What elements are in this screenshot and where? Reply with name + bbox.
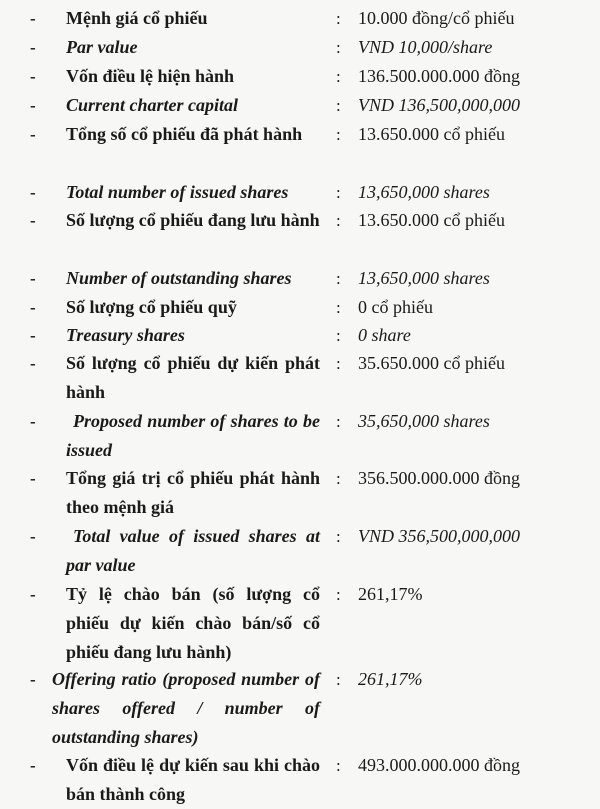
bullet: - bbox=[30, 125, 36, 144]
separator: : bbox=[336, 183, 341, 202]
item-value: 13,650,000 shares bbox=[358, 268, 490, 288]
item-label: Số lượng cổ phiếu quỹ bbox=[66, 297, 237, 317]
item-label: Par value bbox=[66, 37, 138, 57]
item-label: Số lượng cổ phiếu dự kiến phát hành bbox=[66, 353, 320, 402]
separator: : bbox=[336, 211, 341, 230]
item-value: 0 share bbox=[358, 325, 411, 345]
separator: : bbox=[336, 269, 341, 288]
item-value: 13.650.000 cổ phiếu bbox=[358, 210, 505, 230]
bullet: - bbox=[30, 326, 36, 345]
separator: : bbox=[336, 670, 341, 689]
separator: : bbox=[336, 125, 341, 144]
separator: : bbox=[336, 527, 341, 546]
item-label: Number of outstanding shares bbox=[66, 268, 292, 288]
item-value: 136.500.000.000 đồng bbox=[358, 66, 520, 86]
separator: : bbox=[336, 67, 341, 86]
bullet: - bbox=[30, 670, 36, 689]
item-value: 261,17% bbox=[358, 669, 423, 689]
bullet: - bbox=[30, 67, 36, 86]
bullet: - bbox=[30, 469, 36, 488]
separator: : bbox=[336, 326, 341, 345]
item-label: Offering ratio (proposed number of shares offered / number of outstanding shares) bbox=[52, 669, 320, 747]
bullet: - bbox=[30, 527, 36, 546]
separator: : bbox=[336, 756, 341, 775]
item-label: Vốn điều lệ dự kiến sau khi chào bán thành công bbox=[66, 755, 320, 804]
bullet: - bbox=[30, 756, 36, 775]
separator: : bbox=[336, 585, 341, 604]
bullet: - bbox=[30, 96, 36, 115]
bullet: - bbox=[30, 354, 36, 373]
item-label: Vốn điều lệ hiện hành bbox=[66, 66, 235, 86]
bullet: - bbox=[30, 269, 36, 288]
item-value: 493.000.000.000 đồng bbox=[358, 755, 520, 775]
item-value: VND 10,000/share bbox=[358, 37, 493, 57]
separator: : bbox=[336, 38, 341, 57]
separator: : bbox=[336, 412, 341, 431]
bullet: - bbox=[30, 211, 36, 230]
item-value: 13,650,000 shares bbox=[358, 182, 490, 202]
item-label: Current charter capital bbox=[66, 95, 239, 115]
separator: : bbox=[336, 9, 341, 28]
item-label: Proposed number of shares to be issued bbox=[66, 411, 320, 460]
bullet: - bbox=[30, 298, 36, 317]
bullet: - bbox=[30, 183, 36, 202]
item-value: 0 cổ phiếu bbox=[358, 297, 433, 317]
separator: : bbox=[336, 354, 341, 373]
item-value: 261,17% bbox=[358, 584, 423, 604]
item-value: VND 356,500,000,000 bbox=[358, 526, 520, 546]
item-value: VND 136,500,000,000 bbox=[358, 95, 520, 115]
separator: : bbox=[336, 96, 341, 115]
item-label: Tổng giá trị cổ phiếu phát hành theo mệnh giá bbox=[66, 468, 320, 517]
bullet: - bbox=[30, 412, 36, 431]
item-value: 35.650.000 cổ phiếu bbox=[358, 353, 505, 373]
item-label: Số lượng cổ phiếu đang lưu hành bbox=[66, 210, 320, 230]
item-value: 35,650,000 shares bbox=[358, 411, 490, 431]
bullet: - bbox=[30, 585, 36, 604]
bullet: - bbox=[30, 9, 36, 28]
item-value: 356.500.000.000 đồng bbox=[358, 468, 520, 488]
item-label: Mệnh giá cổ phiếu bbox=[66, 8, 208, 28]
item-label: Total value of issued shares at par value bbox=[66, 526, 320, 575]
item-value: 10.000 đồng/cổ phiếu bbox=[358, 8, 515, 28]
bullet: - bbox=[30, 38, 36, 57]
item-label: Total number of issued shares bbox=[66, 182, 289, 202]
item-label: Tỷ lệ chào bán (số lượng cổ phiếu dự kiến chào bán/số cổ phiếu đang lưu hành) bbox=[66, 584, 320, 662]
item-label: Treasury shares bbox=[66, 325, 185, 345]
item-value: 13.650.000 cổ phiếu bbox=[358, 124, 505, 144]
separator: : bbox=[336, 298, 341, 317]
separator: : bbox=[336, 469, 341, 488]
item-label: Tổng số cổ phiếu đã phát hành bbox=[66, 124, 303, 144]
